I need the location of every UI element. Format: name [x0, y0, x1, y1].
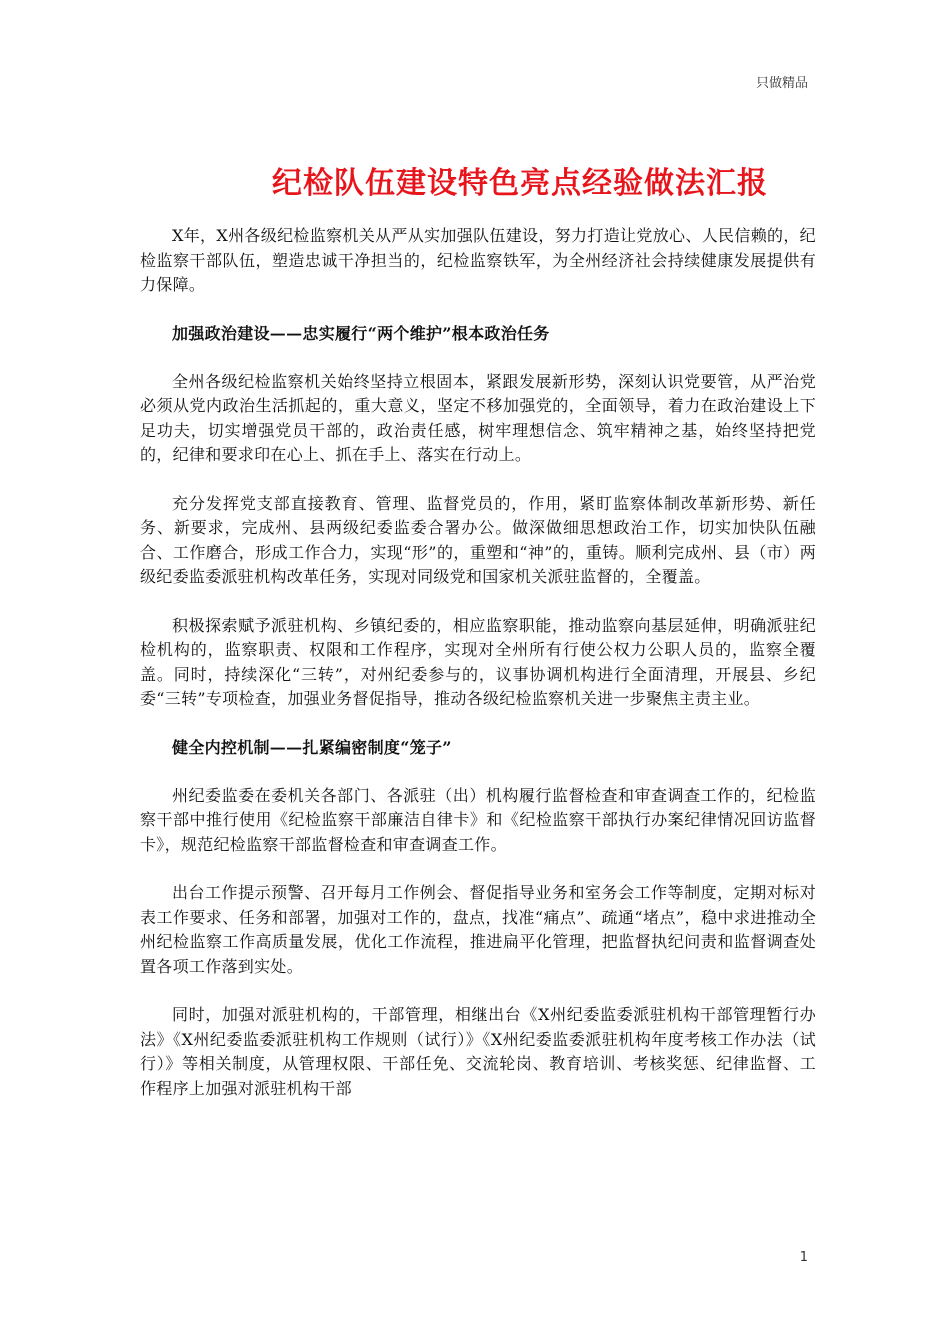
document-body [140, 224, 816, 1125]
paragraph: 出台工作提示预警、召开每月工作例会、督促指导业务和室务会工作等制度，定期对标对表工作要求、任务和部署，加强对工作的，盘点，找准“痛点”、疏通“堵点”，稳中求进推动全州纪检监察工作高质量发展，优化工作流程，推进扁平化管理，把监督执纪问责和监督调查处置各项工作落到实处。 [140, 883, 816, 976]
paragraph: 同时，加强对派驻机构的，干部管理，相继出台《X州纪委监委派驻机构干部管理暂行办法》《X州纪委监委派驻机构工作规则（试行）》《X州纪委监委派驻机构年度考核工作办法（试行）》等相关制度，从管理权限、干部任免、交流轮岗、教育培训、考核奖惩、纪律监督、工作程序上加强对派驻机构干部 [140, 1005, 816, 1098]
paragraph: 充分发挥党支部直接教育、管理、监督党员的，作用，紧盯监察体制改革新形势、新任务、新要求，完成州、县两级纪委监委合署办公。做深做细思想政治工作，切实加快队伍融合、工作磨合，形成工作合力，实现“形”的，重塑和“神”的，重铸。顺利完成州、县（市）两级纪委监委派驻机构改革任务，实现对同级党和国家机关派驻监督的，全覆盖。 [140, 493, 816, 586]
header-note: 只做精品 [755, 76, 808, 91]
section-heading-political: 加强政治建设——忠实履行“两个维护”根本政治任务 [172, 323, 550, 343]
page-number: 1 [799, 1250, 808, 1265]
paragraph: 积极探索赋予派驻机构、乡镇纪委的，相应监察职能，推动监察向基层延伸，明确派驻纪检机构的，监察职责、权限和工作程序，实现对全州所有行使公权力公职人员的，监察全覆盖。同时，持续深化“三转”，对州纪委参与的，议事协调机构进行全面清理，开展县、乡纪委“三转”专项检查，加强业务督促指导，推动各级纪检监察机关进一步聚焦主责主业。 [140, 615, 816, 708]
section-heading-internal-control: 健全内控机制——扎紧编密制度“笼子” [172, 737, 452, 757]
paragraph: 全州各级纪检监察机关始终坚持立根固本，紧跟发展新形势，深刻认识党要管，从严治党必须从党内政治生活抓起的，重大意义，坚定不移加强党的，全面领导，着力在政治建设上下足功夫，切实增强党员干部的，政治责任感，树牢理想信念、筑牢精神之基，始终坚持把党的，纪律和要求印在心上、抓在手上、落实在行动上。 [140, 371, 816, 464]
paragraph: 州纪委监委在委机关各部门、各派驻（出）机构履行监督检查和审查调查工作的，纪检监察干部中推行使用《纪检监察干部廉洁自律卡》和《纪检监察干部执行办案纪律情况回访监督卡》，规范纪检监察干部监督检查和审查调查工作。 [140, 785, 816, 854]
document-title: 纪检队伍建设特色亮点经验做法汇报 [272, 166, 768, 201]
intro-paragraph: X年，X州各级纪检监察机关从严从实加强队伍建设，努力打造让党放心、人民信赖的，纪检监察干部队伍，塑造忠诚干净担当的，纪检监察铁军，为全州经济社会持续健康发展提供有力保障。 [140, 226, 816, 294]
